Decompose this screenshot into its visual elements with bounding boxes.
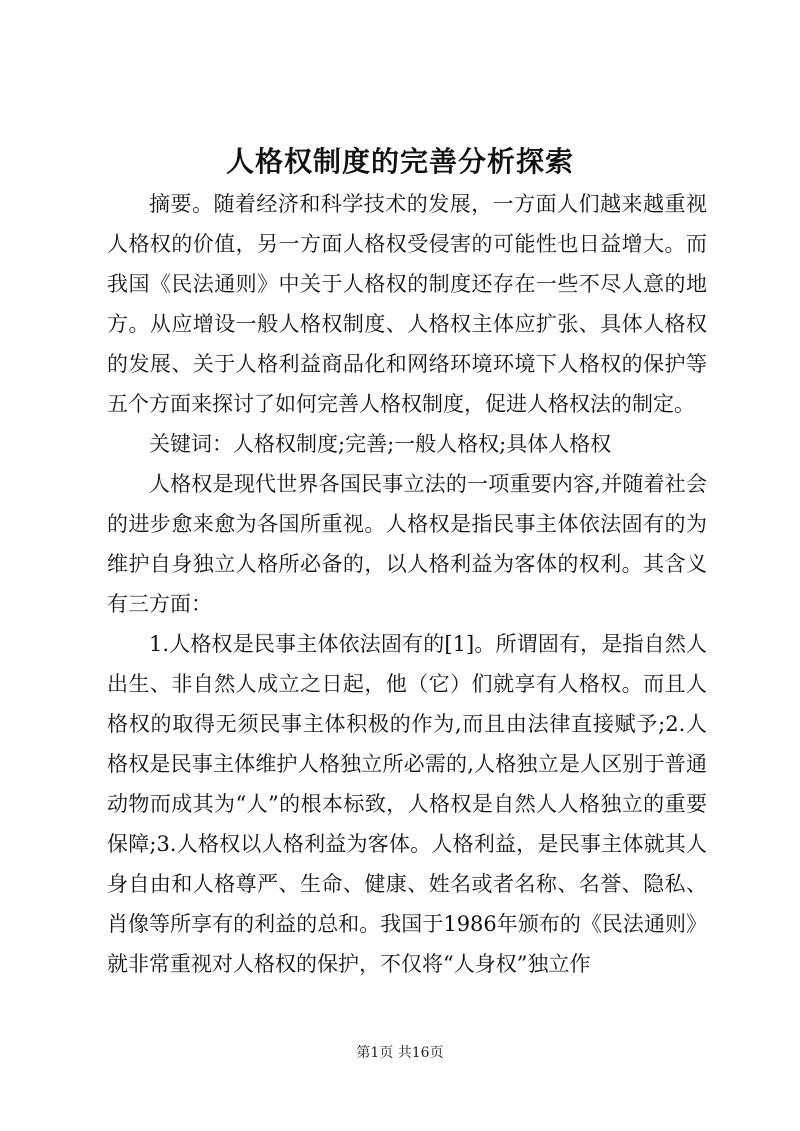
document-body bbox=[107, 184, 707, 984]
abstract-paragraph: 摘要。随着经济和科学技术的发展，一方面人们越来越重视人格权的价值，另一方面人格权受侵害的可能性也日益增大。而我国《民法通则》中关于人格权的制度还存在一些不尽人意的地方。从应增设一般人格权制度、人格权主体应扩张、具体人格权的发展、关于人格利益商品化和网络环境环境下人格权的保护等五个方面来探讨了如何完善人格权制度，促进人格权法的制定。 bbox=[107, 192, 707, 416]
intro-paragraph: 人格权是现代世界各国民事立法的一项重要内容,并随着社会的进步愈来愈为各国所重视。人格权是指民事主体依法固有的为维护自身独立人格所必备的，以人格利益为客体的权利。其含义有三方面： bbox=[107, 472, 707, 616]
keywords-paragraph: 关键词：人格权制度;完善;一般人格权;具体人格权 bbox=[149, 432, 612, 456]
definition-paragraph: 1.人格权是民事主体依法固有的[1]。所谓固有，是指自然人出生、非自然人成立之日起，他（它）们就享有人格权。而且人格权的取得无须民事主体积极的作为,而且由法律直接赋予;2.人格权是民事主体维护人格独立所必需的,人格独立是人区别于普通动物而成其为“人”的根本标致，人格权是自然人人格独立的重要保障;3.人格权以人格利益为客体。人格利益，是民事主体就其人身自由和人格尊严、生命、健康、姓名或者名称、名誉、隐私、肖像等所享有的利益的总和。我国于1986年颁布的《民法通则》就非常重视对人格权的保护，不仅将“人身权”独立作 bbox=[107, 632, 707, 976]
page-footer: 第1页 共16页 bbox=[356, 1045, 444, 1061]
document-title: 人格权制度的完善分析探索 bbox=[225, 145, 574, 178]
